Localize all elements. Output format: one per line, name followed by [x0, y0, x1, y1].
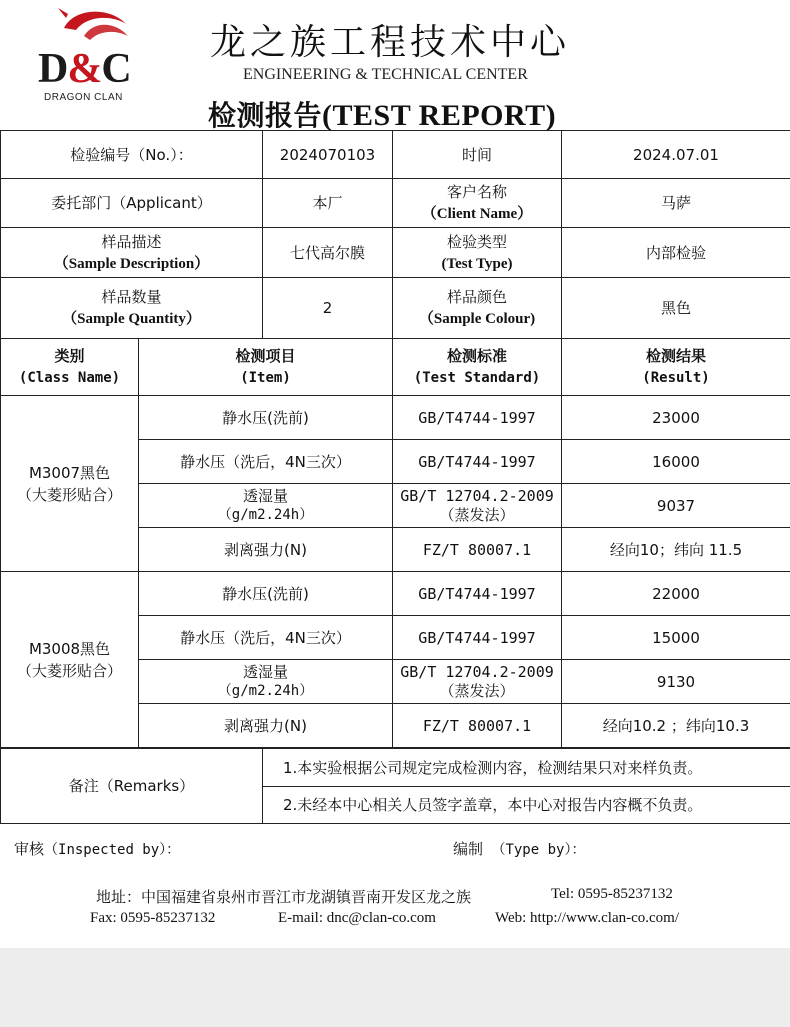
center-name-cn: 龙之族工程技术中心 [210, 22, 571, 63]
applicant-label: 委托部门（Applicant） [1, 179, 263, 228]
sample-description-label: 样品描述 （Sample Description） [1, 228, 263, 278]
test-result: 9130 [562, 660, 790, 704]
center-name-en: ENGINEERING & TECHNICAL CENTER [243, 66, 528, 83]
test-result: 16000 [562, 440, 790, 484]
test-item: 静水压（洗后，4N三次） [139, 440, 393, 484]
report-title: 检测报告(TEST REPORT) [208, 99, 557, 132]
table-header-row [1, 339, 790, 396]
test-standard: GB/T4744-1997 [393, 396, 562, 440]
company-website: Web: http://www.clan-co.com/ [495, 910, 680, 926]
remarks-label: 备注（Remarks） [1, 749, 263, 824]
test-item: 静水压（洗后，4N三次） [139, 616, 393, 660]
sample-class-cell: M3007黑色 （大菱形贴合） [1, 396, 139, 572]
test-result: 9037 [562, 484, 790, 528]
remark-line-1: 1.本实验根据公司规定完成检测内容，检测结果只对来样负责。 [263, 749, 790, 787]
test-standard: GB/T 12704.2-2009 （蒸发法） [393, 660, 562, 704]
report-no-value: 2024070103 [263, 131, 393, 179]
type-by-label: 编制 （Type by）： [453, 840, 586, 858]
test-result: 22000 [562, 572, 790, 616]
sample-info-table [0, 130, 790, 339]
report-header [0, 0, 790, 132]
contact-footer [0, 880, 790, 940]
test-results-table [0, 338, 790, 748]
company-fax: Fax: 0595-85237132 [90, 910, 216, 926]
test-standard: GB/T4744-1997 [393, 572, 562, 616]
test-item: 剥离强力(N) [139, 704, 393, 748]
test-item: 透湿量 （g/m2.24h） [139, 484, 393, 528]
company-address: 地址：中国福建省泉州市晋江市龙湖镇晋南开发区龙之族 [96, 890, 472, 906]
logo-subtitle: DRAGON CLAN [44, 92, 123, 103]
test-standard: GB/T4744-1997 [393, 616, 562, 660]
signature-row [0, 824, 790, 874]
sample-description-value: 七代高尔膜 [263, 228, 393, 278]
test-result: 23000 [562, 396, 790, 440]
remarks-table [0, 748, 790, 824]
result-header: 检测结果 (Result) [562, 339, 790, 396]
company-tel: Tel: 0595-85237132 [551, 886, 673, 902]
time-value: 2024.07.01 [562, 131, 790, 179]
sample-colour-label: 样品颜色 （Sample Colour) [393, 278, 562, 339]
test-standard: FZ/T 80007.1 [393, 704, 562, 748]
test-standard: GB/T 12704.2-2009 （蒸发法） [393, 484, 562, 528]
table-row [1, 396, 790, 440]
test-result: 15000 [562, 616, 790, 660]
remark-line-2: 2.未经本中心相关人员签字盖章，本中心对报告内容概不负责。 [263, 787, 790, 824]
test-type-value: 内部检验 [562, 228, 790, 278]
table-row [1, 572, 790, 616]
applicant-value: 本厂 [263, 179, 393, 228]
time-label: 时间 [393, 131, 562, 179]
test-item: 剥离强力(N) [139, 528, 393, 572]
client-name-label: 客户名称 （Client Name） [393, 179, 562, 228]
item-header: 检测项目 (Item) [139, 339, 393, 396]
test-type-label: 检验类型 (Test Type) [393, 228, 562, 278]
client-name-value: 马萨 [562, 179, 790, 228]
sample-quantity-label: 样品数量 （Sample Quantity） [1, 278, 263, 339]
company-email: E-mail: dnc@clan-co.com [278, 910, 436, 926]
test-item: 静水压(洗前) [139, 572, 393, 616]
company-logo [30, 6, 140, 106]
test-standard: GB/T4744-1997 [393, 440, 562, 484]
test-standard-header: 检测标准 (Test Standard) [393, 339, 562, 396]
report-no-label: 检验编号（No.）： [1, 131, 263, 179]
class-name-header: 类别 (Class Name) [1, 339, 139, 396]
test-item: 静水压(洗前) [139, 396, 393, 440]
test-standard: FZ/T 80007.1 [393, 528, 562, 572]
test-result: 经向10.2 ；纬向10.3 [562, 704, 790, 748]
test-result: 经向10；纬向 11.5 [562, 528, 790, 572]
sample-quantity-value: 2 [263, 278, 393, 339]
sample-class-cell: M3008黑色 （大菱形贴合） [1, 572, 139, 748]
test-item: 透湿量 （g/m2.24h） [139, 660, 393, 704]
logo-monogram: D&C [38, 46, 131, 92]
inspected-by-label: 审核（Inspected by）： [14, 840, 181, 858]
sample-colour-value: 黑色 [562, 278, 790, 339]
